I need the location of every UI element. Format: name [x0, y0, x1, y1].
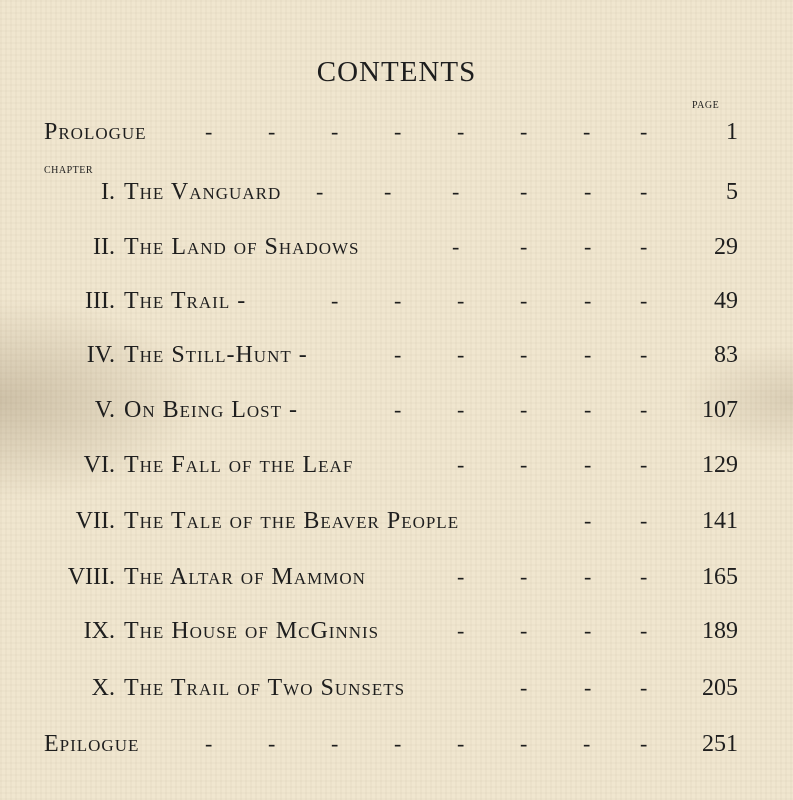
toc-row-chapter[interactable]	[0, 397, 793, 427]
toc-page: 141	[702, 508, 738, 534]
leader-dash: -	[583, 119, 591, 144]
leader-dash: -	[205, 119, 213, 144]
leader-dash: -	[520, 119, 528, 144]
chapter-number: VII.	[75, 508, 115, 534]
leader-dash: -	[520, 397, 528, 422]
chapter-number: VI.	[83, 452, 115, 478]
toc-row-chapter[interactable]	[0, 508, 793, 538]
leader-dash: -	[520, 618, 528, 643]
leader-dash: -	[520, 452, 528, 477]
leader-dash: -	[316, 179, 324, 204]
leader-dash: -	[520, 179, 528, 204]
toc-row-chapter[interactable]	[0, 342, 793, 372]
toc-page: 83	[714, 342, 738, 368]
toc-page: 29	[714, 234, 738, 260]
toc-title: Epilogue	[44, 731, 140, 757]
chapter-number: II.	[93, 234, 115, 260]
leader-dash: -	[520, 675, 528, 700]
leader-dash: -	[457, 119, 465, 144]
toc-row-chapter[interactable]	[0, 618, 793, 648]
leader-dash: -	[457, 397, 465, 422]
leader-dash: -	[457, 288, 465, 313]
toc-title: The Vanguard	[124, 179, 282, 205]
leader-dash: -	[640, 618, 648, 643]
chapter-number: VIII.	[67, 564, 115, 590]
leader-dash: -	[640, 342, 648, 367]
chapter-number: III.	[85, 288, 115, 314]
leader-dash: -	[457, 731, 465, 756]
toc-page: 5	[726, 179, 738, 205]
leader-dash: -	[457, 618, 465, 643]
toc-row-prologue[interactable]	[0, 119, 793, 149]
leader-dash: -	[520, 342, 528, 367]
toc-title: The Tale of the Beaver People	[124, 508, 460, 534]
toc-title: The Land of Shadows	[124, 234, 360, 260]
leader-dash: -	[640, 119, 648, 144]
toc-page: 205	[702, 675, 738, 701]
toc-row-epilogue[interactable]	[0, 731, 793, 761]
leader-dash: -	[584, 508, 592, 533]
leader-dash: -	[331, 731, 339, 756]
leader-dash: -	[457, 342, 465, 367]
leader-dash: -	[584, 564, 592, 589]
chapter-number: I.	[101, 179, 115, 205]
leader-dash: -	[520, 564, 528, 589]
leader-dash: -	[584, 397, 592, 422]
leader-dash: -	[205, 731, 213, 756]
leader-dash: -	[394, 119, 402, 144]
leader-dash: -	[584, 288, 592, 313]
leader-dash: -	[457, 564, 465, 589]
leader-dash: -	[584, 234, 592, 259]
toc-page: 107	[702, 397, 738, 423]
page-title: CONTENTS	[316, 56, 477, 88]
toc-row-chapter[interactable]	[0, 234, 793, 264]
leader-dash: -	[584, 342, 592, 367]
leader-dash: -	[584, 179, 592, 204]
leader-dash: -	[331, 119, 339, 144]
leader-dash: -	[640, 234, 648, 259]
leader-dash: -	[331, 288, 339, 313]
leader-dash: -	[640, 288, 648, 313]
leader-dash: -	[457, 452, 465, 477]
leader-dash: -	[520, 234, 528, 259]
toc-row-chapter[interactable]	[0, 179, 793, 209]
toc-title: Prologue	[44, 119, 147, 145]
leader-dash: -	[394, 342, 402, 367]
toc-row-chapter[interactable]	[0, 288, 793, 318]
chapter-number: V.	[94, 397, 115, 423]
leader-dash: -	[640, 397, 648, 422]
toc-title: On Being Lost -	[124, 397, 298, 423]
chapter-number: IV.	[86, 342, 115, 368]
leader-dash: -	[452, 234, 460, 259]
leader-dash: -	[520, 288, 528, 313]
chapter-column-label: CHAPTER	[44, 165, 94, 176]
leader-dash: -	[452, 179, 460, 204]
toc-title: The Trail of Two Sunsets	[124, 675, 406, 701]
leader-dash: -	[640, 179, 648, 204]
leader-dash: -	[268, 119, 276, 144]
page-column-label: PAGE	[692, 100, 720, 111]
leader-dash: -	[584, 618, 592, 643]
toc-title: The Fall of the Leaf	[124, 452, 354, 478]
leader-dash: -	[268, 731, 276, 756]
toc-page: 129	[702, 452, 738, 478]
chapter-number: X.	[91, 675, 115, 701]
leader-dash: -	[394, 288, 402, 313]
leader-dash: -	[640, 452, 648, 477]
toc-page: 165	[702, 564, 738, 590]
chapter-number: IX.	[83, 618, 115, 644]
toc-page: 1	[726, 119, 738, 145]
leader-dash: -	[584, 675, 592, 700]
toc-row-chapter[interactable]	[0, 452, 793, 482]
leader-dash: -	[640, 564, 648, 589]
leader-dash: -	[640, 675, 648, 700]
leader-dash: -	[384, 179, 392, 204]
leader-dash: -	[640, 731, 648, 756]
toc-page: 49	[714, 288, 738, 314]
toc-title: The House of McGinnis	[124, 618, 380, 644]
leader-dash: -	[584, 452, 592, 477]
leader-dash: -	[394, 731, 402, 756]
toc-title: The Altar of Mammon	[124, 564, 366, 590]
toc-title: The Trail -	[124, 288, 247, 314]
toc-row-chapter[interactable]	[0, 564, 793, 594]
toc-page: 251	[702, 731, 738, 757]
toc-page: 189	[702, 618, 738, 644]
leader-dash: -	[394, 397, 402, 422]
toc-title: The Still-Hunt -	[124, 342, 308, 368]
leader-dash: -	[520, 731, 528, 756]
leader-dash: -	[583, 731, 591, 756]
toc-row-chapter[interactable]	[0, 675, 793, 705]
leader-dash: -	[640, 508, 648, 533]
